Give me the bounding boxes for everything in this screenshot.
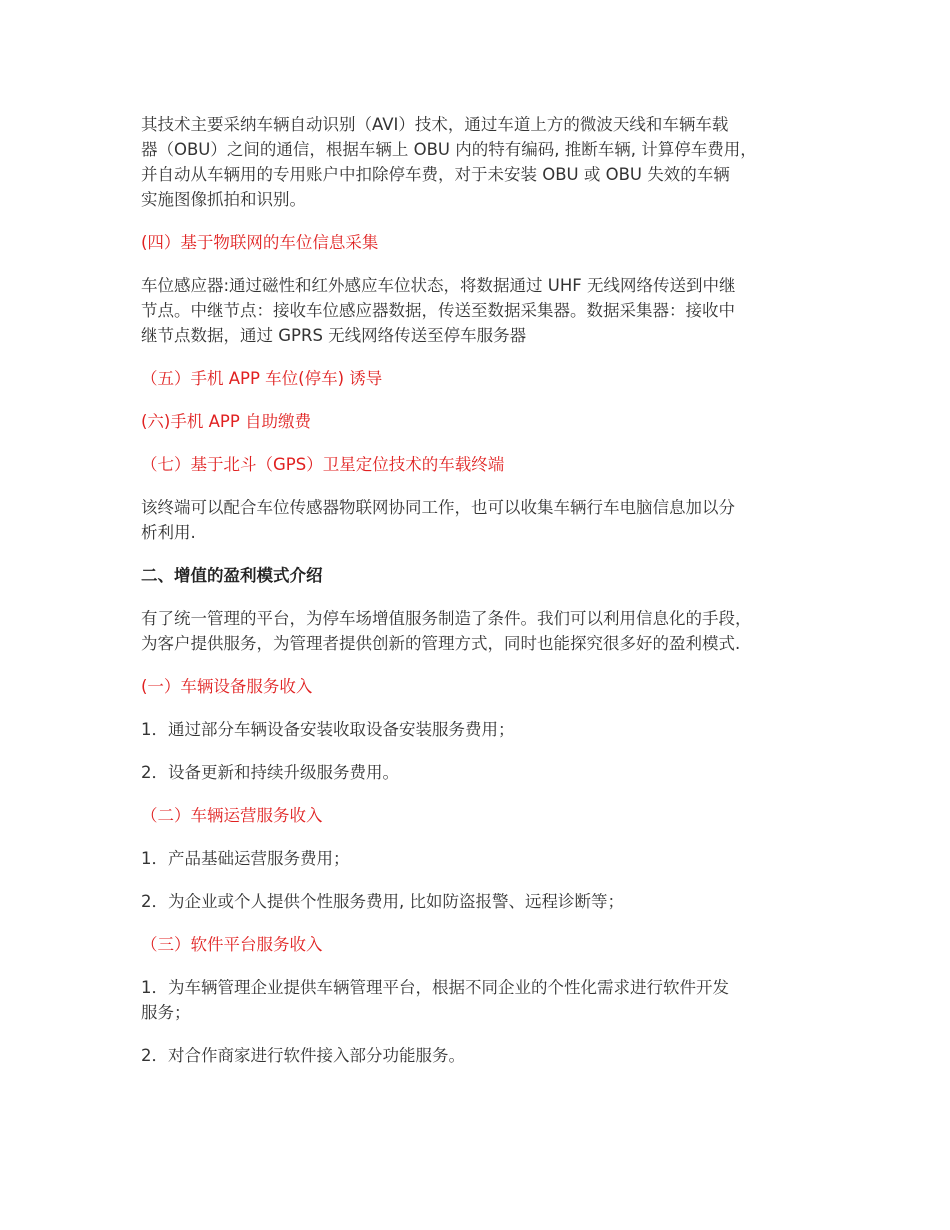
text-line: 有了统一管理的平台，为停车场增值服务制造了条件。我们可以利用信息化的手段， — [141, 609, 752, 628]
paragraph-avi — [141, 112, 821, 212]
heading-beidou-terminal: （七）基于北斗（GPS）卫星定位技术的车载终端 — [141, 455, 505, 474]
paragraph-profit-intro — [141, 606, 821, 656]
list-item: 2．为企业或个人提供个性服务费用, 比如防盗报警、远程诊断等； — [141, 892, 624, 911]
text-line: 车位感应器:通过磁性和红外感应车位状态，将数据通过 UHF 无线网络传送到中继 — [141, 276, 736, 295]
heading-operation-income: （二）车辆运营服务收入 — [141, 806, 323, 825]
heading-iot-parking: (四）基于物联网的车位信息采集 — [141, 233, 379, 252]
heading-app-guidance: （五）手机 APP 车位(停车) 诱导 — [141, 369, 383, 388]
heading-device-income: (一）车辆设备服务收入 — [141, 677, 313, 696]
paragraph-terminal — [141, 495, 821, 545]
text-line: 为客户提供服务，为管理者提供创新的管理方式，同时也能探究很多好的盈利模式. — [141, 634, 741, 653]
text-line: 服务； — [141, 1003, 191, 1022]
text-line: 器（OBU）之间的通信，根据车辆上 OBU 内的特有编码, 推断车辆, 计算停车费用， — [141, 140, 757, 159]
list-item — [141, 975, 821, 1025]
text-line: 析利用. — [141, 523, 196, 542]
text-line: 并自动从车辆用的专用账户中扣除停车费，对于未安装 OBU 或 OBU 失效的车辆 — [141, 165, 730, 184]
text-line: 继节点数据，通过 GPRS 无线网络传送至停车服务器 — [141, 326, 527, 345]
text-line: 实施图像抓拍和识别。 — [141, 190, 306, 209]
heading-software-income: （三）软件平台服务收入 — [141, 935, 323, 954]
list-item: 1．通过部分车辆设备安装收取设备安装服务费用； — [141, 720, 515, 739]
text-line: 该终端可以配合车位传感器物联网协同工作，也可以收集车辆行车电脑信息加以分 — [141, 498, 735, 517]
heading-app-payment: (六)手机 APP 自助缴费 — [141, 412, 312, 431]
paragraph-sensor — [141, 273, 821, 348]
section-heading-profit: 二、增值的盈利模式介绍 — [141, 566, 323, 585]
list-item: 2．对合作商家进行软件接入部分功能服务。 — [141, 1046, 465, 1065]
text-line: 节点。中继节点：接收车位感应器数据，传送至数据采集器。数据采集器：接收中 — [141, 301, 735, 320]
list-item: 1．产品基础运营服务费用； — [141, 849, 350, 868]
document-page — [141, 112, 821, 1086]
text-line: 其技术主要采纳车辆自动识别（AVI）技术，通过车道上方的微波天线和车辆车载 — [141, 115, 729, 134]
text-line: 1．为车辆管理企业提供车辆管理平台，根据不同企业的个性化需求进行软件开发 — [141, 978, 729, 997]
list-item: 2．设备更新和持续升级服务费用。 — [141, 763, 399, 782]
